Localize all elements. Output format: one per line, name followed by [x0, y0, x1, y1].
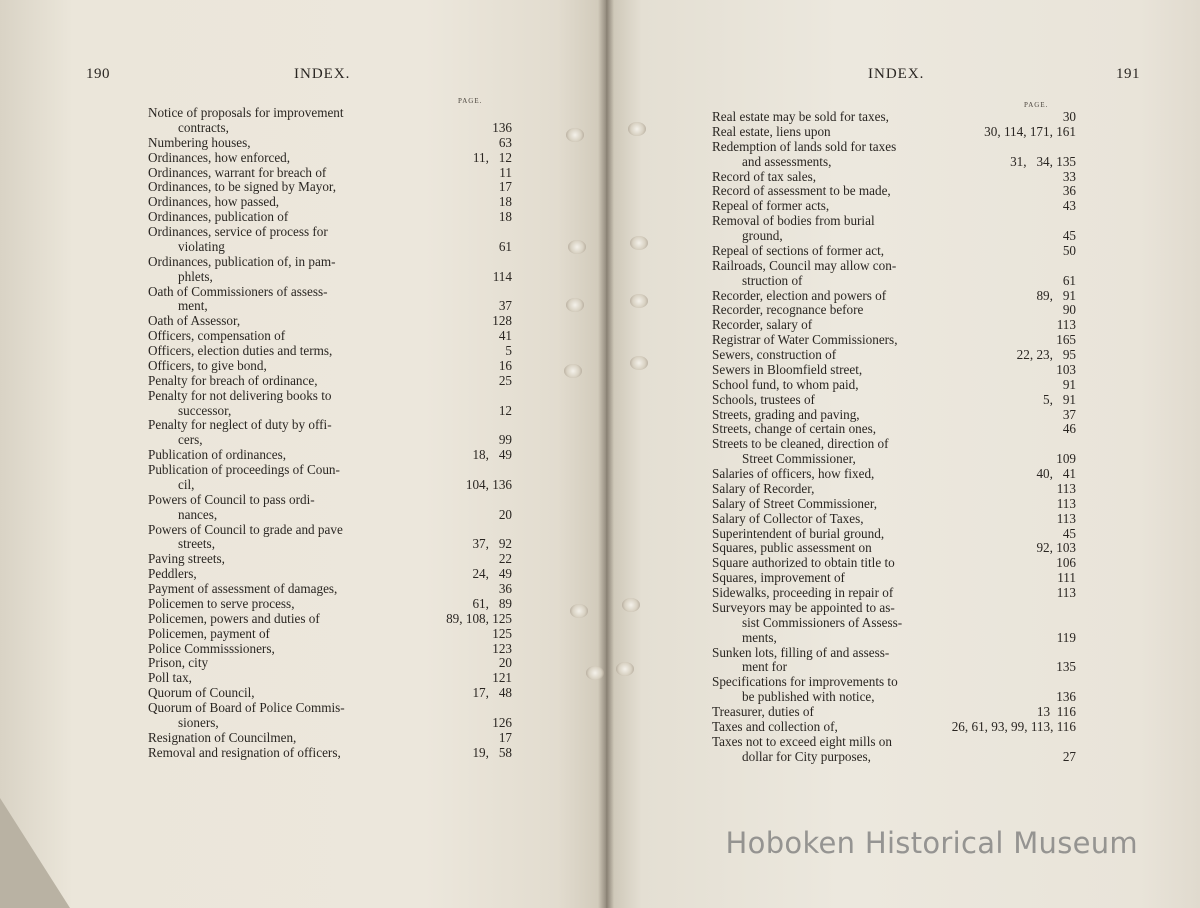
entry-text: Salary of Street Commissioner, [712, 495, 878, 511]
entry-text: Sidewalks, proceeding in repair of [712, 585, 894, 600]
index-entry [148, 731, 512, 746]
index-entry [712, 214, 1076, 244]
entry-text: Peddlers, [148, 566, 197, 582]
index-entry [712, 720, 1076, 735]
index-entry [712, 303, 1076, 318]
entry-page-numbers: 45 [1062, 228, 1076, 243]
entry-text: Real estate may be sold for taxes, [712, 109, 889, 124]
entry-page-numbers: 25 [498, 372, 512, 388]
entry-text: Officers, election duties and terms, [148, 343, 333, 358]
folded-corner [0, 798, 70, 908]
entry-page-numbers: 136 [492, 119, 512, 135]
binding-hole [568, 240, 586, 254]
index-entry [712, 497, 1076, 512]
entry-text: Policemen to serve process, [148, 595, 295, 611]
index-entry [148, 627, 512, 642]
index-entry [712, 110, 1076, 125]
entry-page-numbers: 30, 114, 171, 161 [984, 123, 1076, 139]
entry-page-numbers: 125 [492, 625, 512, 641]
index-entry [712, 467, 1076, 482]
entry-page-numbers: 36 [498, 581, 512, 596]
entry-text: Penalty for breach of ordinance, [148, 372, 318, 388]
entry-text: Square authorized to obtain title to [712, 555, 895, 571]
entry-text-continued: ment, [178, 298, 208, 314]
index-entry [148, 314, 512, 329]
binding-hole [566, 298, 584, 312]
entry-page-numbers: 12 [498, 402, 512, 418]
entry-text-continued: streets, [178, 536, 215, 552]
index-entry [148, 656, 512, 671]
entry-page-numbers: 99 [498, 432, 512, 448]
entry-text: Ordinances, service of process for [148, 224, 328, 239]
index-entry [712, 199, 1076, 214]
entry-text: Notice of proposals for improvement [148, 105, 344, 120]
entry-text: Ordinances, how enforced, [148, 149, 291, 165]
entry-page-numbers: 165 [1056, 332, 1076, 348]
entry-text: Payment of assessment of damages, [148, 581, 338, 596]
entry-text: Schools, trustees of [712, 391, 815, 407]
entry-text-continued: cers, [178, 432, 203, 448]
index-entry [148, 344, 512, 359]
entry-text-continued: ments, [742, 629, 777, 645]
entry-page-numbers: 61, 89 [472, 595, 512, 611]
entry-text: Ordinances, publication of, in pam- [148, 253, 336, 269]
index-entry [148, 374, 512, 389]
entry-page-numbers: 20 [498, 506, 512, 522]
entry-text-continued: and assessments, [742, 153, 832, 169]
index-entry [712, 646, 1076, 676]
index-entry [148, 166, 512, 181]
entry-text: Recorder, recognance before [712, 302, 864, 318]
entry-text: Numbering houses, [148, 134, 251, 150]
entry-text: Taxes not to exceed eight mills on [712, 733, 892, 749]
entry-page-numbers: 41 [498, 328, 512, 344]
entry-text: Surveyors may be appointed to as- [712, 599, 895, 615]
entry-text: Publication of ordinances, [148, 447, 287, 463]
index-entry [148, 552, 512, 567]
entry-text-continued: ground, [742, 228, 783, 243]
index-entry [148, 106, 512, 136]
entry-text-continued: cil, [178, 476, 195, 492]
entry-text: School fund, to whom paid, [712, 376, 859, 392]
binding-hole [566, 128, 584, 142]
entry-text: Recorder, salary of [712, 317, 813, 333]
index-entry [712, 541, 1076, 556]
index-entry [712, 408, 1076, 423]
entry-page-numbers: 89, 91 [1036, 287, 1076, 303]
index-entry [148, 671, 512, 686]
entry-text: Streets, change of certain ones, [712, 421, 877, 437]
entry-page-numbers: 11 [499, 164, 512, 180]
entry-text: Streets to be cleaned, direction of [712, 436, 889, 452]
running-head: INDEX. [294, 66, 351, 82]
index-entry [712, 482, 1076, 497]
entry-page-numbers: 27 [1062, 748, 1076, 764]
entry-page-numbers: 18 [498, 209, 512, 225]
entry-text: Salary of Recorder, [712, 480, 815, 496]
entry-text: Ordinances, publication of [148, 209, 289, 225]
entry-page-numbers: 113 [1056, 585, 1076, 600]
running-head: INDEX. [868, 66, 925, 82]
index-entry [148, 686, 512, 701]
entry-text: Powers of Council to pass ordi- [148, 491, 315, 507]
index-entry [148, 493, 512, 523]
entry-page-numbers: 113 [1056, 317, 1076, 333]
museum-watermark: Hoboken Historical Museum [725, 826, 1138, 860]
page-column-head: PAGE. [458, 97, 483, 105]
entry-text: Poll tax, [148, 670, 192, 686]
index-entry [148, 523, 512, 553]
index-entry [712, 586, 1076, 601]
entry-page-numbers: 13 116 [1036, 704, 1076, 719]
entry-text: Salaries of officers, how fixed, [712, 466, 875, 481]
index-entry [148, 151, 512, 166]
index-entries [712, 110, 1076, 765]
entry-page-numbers: 20 [498, 655, 512, 671]
index-entry [148, 567, 512, 582]
entry-page-numbers: 37, 92 [472, 536, 512, 552]
entry-page-numbers: 17 [498, 729, 512, 745]
entry-page-numbers: 36 [1062, 183, 1076, 199]
entry-page-numbers: 5 [505, 343, 512, 358]
entry-text: Quorum of Board of Police Commis- [148, 700, 345, 715]
index-entry [148, 180, 512, 195]
index-entry [712, 184, 1076, 199]
entry-page-numbers: 37 [1062, 406, 1076, 422]
entry-text: Police Commisssioners, [148, 640, 275, 656]
index-entry [148, 597, 512, 612]
index-entry [712, 705, 1076, 720]
index-entry [148, 210, 512, 225]
entry-page-numbers: 33 [1062, 168, 1076, 184]
entry-text-continued: struction of [742, 272, 803, 288]
entry-page-numbers: 30 [1062, 109, 1076, 124]
page-column-head: PAGE. [1024, 101, 1049, 109]
entry-text: Recorder, election and powers of [712, 287, 887, 303]
index-entry [712, 244, 1076, 259]
entry-text: Publication of proceedings of Coun- [148, 462, 340, 477]
entry-page-numbers: 63 [498, 134, 512, 150]
entry-page-numbers: 135 [1056, 659, 1076, 675]
entry-text: Superintendent of burial ground, [712, 525, 885, 541]
entry-text: Redemption of lands sold for taxes [712, 138, 897, 154]
entry-text-continued: Street Commissioner, [742, 451, 856, 467]
index-entry [712, 289, 1076, 304]
entry-page-numbers: 136 [1056, 689, 1076, 705]
entry-text: Registrar of Water Commissioners, [712, 332, 898, 348]
entry-text: Squares, improvement of [712, 570, 845, 586]
entry-page-numbers: 16 [498, 357, 512, 373]
entry-page-numbers: 43 [1062, 198, 1076, 214]
index-entry [712, 437, 1076, 467]
entry-page-numbers: 109 [1056, 451, 1076, 467]
entry-text: Prison, city [148, 655, 209, 671]
binding-gutter [598, 0, 614, 908]
entry-page-numbers: 45 [1062, 525, 1076, 541]
entry-page-numbers: 111 [1057, 570, 1076, 586]
index-entry [712, 556, 1076, 571]
entry-page-numbers: 19, 58 [472, 744, 512, 760]
index-entry [712, 170, 1076, 185]
index-entry [712, 363, 1076, 378]
entry-text: Ordinances, to be signed by Mayor, [148, 179, 337, 195]
entry-text: Repeal of former acts, [712, 198, 830, 214]
entry-page-numbers: 91 [1062, 376, 1076, 392]
entry-text: Policemen, payment of [148, 625, 270, 641]
index-entry [148, 389, 512, 419]
index-entry [712, 675, 1076, 705]
entry-page-numbers: 106 [1056, 555, 1076, 571]
entry-text-continued: sist Commissioners of Assess- [742, 614, 903, 630]
entry-page-numbers: 50 [1062, 242, 1076, 258]
entry-text: Removal of bodies from burial [712, 213, 875, 229]
entry-text: Ordinances, how passed, [148, 194, 280, 210]
entry-page-numbers: 103 [1056, 361, 1076, 377]
entry-text: Railroads, Council may allow con- [712, 257, 897, 273]
binding-hole [564, 364, 582, 378]
entry-text-continued: nances, [178, 506, 218, 522]
entry-text: Repeal of sections of former act, [712, 242, 885, 258]
entry-page-numbers: 40, 41 [1036, 466, 1076, 481]
entry-text: Specifications for improvements to [712, 674, 898, 690]
index-entry [148, 582, 512, 597]
index-entry [148, 746, 512, 761]
binding-hole [586, 666, 604, 680]
index-entry [148, 418, 512, 448]
index-entry [712, 378, 1076, 393]
entry-page-numbers: 17, 48 [472, 685, 512, 701]
entry-page-numbers: 37 [498, 298, 512, 314]
page-number: 190 [86, 66, 110, 82]
entry-page-numbers: 114 [492, 268, 512, 284]
entry-text: Ordinances, warrant for breach of [148, 164, 327, 180]
entry-page-numbers: 123 [492, 640, 512, 656]
entry-text-continued: successor, [178, 402, 232, 418]
entry-text: Oath of Assessor, [148, 313, 241, 329]
entry-page-numbers: 61 [498, 238, 512, 254]
entry-text-continued: violating [178, 238, 225, 254]
binding-hole [622, 598, 640, 612]
entry-text: Squares, public assessment on [712, 540, 872, 556]
entry-text: Powers of Council to grade and pave [148, 521, 343, 537]
index-entry [712, 393, 1076, 408]
entry-text: Penalty for neglect of duty by offi- [148, 417, 332, 433]
index-entry [712, 422, 1076, 437]
entry-page-numbers: 104, 136 [465, 476, 512, 492]
entry-page-numbers: 119 [1056, 629, 1076, 645]
entry-text-continued: sioners, [178, 714, 219, 730]
entry-page-numbers: 89, 108, 125 [446, 610, 512, 626]
entry-text: Sewers in Bloomfield street, [712, 361, 863, 377]
entry-page-numbers: 22 [498, 551, 512, 567]
entry-page-numbers: 126 [492, 714, 512, 730]
entry-page-numbers: 113 [1056, 480, 1076, 496]
index-entry [148, 255, 512, 285]
entry-page-numbers: 31, 34, 135 [1010, 153, 1076, 169]
entry-text: Record of tax sales, [712, 168, 816, 184]
entry-page-numbers: 24, 49 [472, 566, 512, 582]
entry-text: Quorum of Council, [148, 685, 255, 701]
entry-text-continued: contracts, [178, 119, 229, 135]
entry-text: Taxes and collection of, [712, 718, 838, 734]
binding-hole [616, 662, 634, 676]
entry-page-numbers: 46 [1062, 421, 1076, 437]
right-page [606, 0, 1200, 908]
index-entry [148, 329, 512, 344]
entry-page-numbers: 121 [492, 670, 512, 686]
entry-text: Treasurer, duties of [712, 704, 814, 719]
binding-hole [630, 236, 648, 250]
entry-text: Real estate, liens upon [712, 123, 831, 139]
entry-page-numbers: 18, 49 [472, 447, 512, 463]
index-entry [712, 140, 1076, 170]
entry-text-continued: dollar for City purposes, [742, 748, 871, 764]
index-entry [148, 225, 512, 255]
entry-text: Streets, grading and paving, [712, 406, 860, 422]
entry-text-continued: ment for [742, 659, 788, 675]
entry-page-numbers: 22, 23, 95 [1016, 347, 1076, 362]
index-entry [712, 512, 1076, 527]
entry-page-numbers: 17 [498, 179, 512, 195]
entry-text: Record of assessment to be made, [712, 183, 891, 199]
entry-text: Oath of Commissioners of assess- [148, 283, 328, 299]
entry-page-numbers: 61 [1062, 272, 1076, 288]
entry-text: Officers, to give bond, [148, 357, 267, 373]
entry-page-numbers: 92, 103 [1036, 540, 1076, 556]
index-entry [712, 601, 1076, 646]
index-entry [712, 571, 1076, 586]
binding-hole [628, 122, 646, 136]
entry-text: Sunken lots, filling of and assess- [712, 644, 890, 660]
index-entry [712, 333, 1076, 348]
entry-page-numbers: 5, 91 [1043, 391, 1076, 407]
entry-text: Sewers, construction of [712, 347, 837, 362]
binding-hole [570, 604, 588, 618]
index-entry [712, 527, 1076, 542]
entry-page-numbers: 11, 12 [472, 149, 512, 165]
index-entry [148, 359, 512, 374]
binding-hole [630, 356, 648, 370]
entry-page-numbers: 128 [492, 313, 512, 329]
binding-hole [630, 294, 648, 308]
index-entry [148, 448, 512, 463]
index-entry [712, 125, 1076, 140]
entry-text-continued: be published with notice, [742, 689, 875, 705]
index-entry [148, 136, 512, 151]
entry-text: Salary of Collector of Taxes, [712, 510, 864, 526]
index-entry [148, 701, 512, 731]
index-entry [712, 348, 1076, 363]
index-entry [712, 735, 1076, 765]
index-entry [148, 612, 512, 627]
entry-page-numbers: 18 [498, 194, 512, 210]
entry-page-numbers: 113 [1056, 510, 1076, 526]
entry-page-numbers: 26, 61, 93, 99, 113, 116 [951, 718, 1076, 734]
entry-text-continued: phlets, [178, 268, 213, 284]
index-entries [148, 106, 512, 761]
entry-text: Removal and resignation of officers, [148, 744, 341, 760]
entry-text: Penalty for not delivering books to [148, 387, 332, 403]
index-entry [712, 318, 1076, 333]
index-entry [148, 195, 512, 210]
entry-page-numbers: 90 [1062, 302, 1076, 318]
entry-text: Paving streets, [148, 551, 225, 567]
page-number: 191 [1116, 66, 1140, 82]
entry-text: Resignation of Councilmen, [148, 729, 297, 745]
entry-page-numbers: 113 [1056, 495, 1076, 511]
entry-text: Policemen, powers and duties of [148, 610, 320, 626]
index-entry [712, 259, 1076, 289]
entry-text: Officers, compensation of [148, 328, 286, 344]
index-entry [148, 463, 512, 493]
index-entry [148, 285, 512, 315]
index-entry [148, 642, 512, 657]
